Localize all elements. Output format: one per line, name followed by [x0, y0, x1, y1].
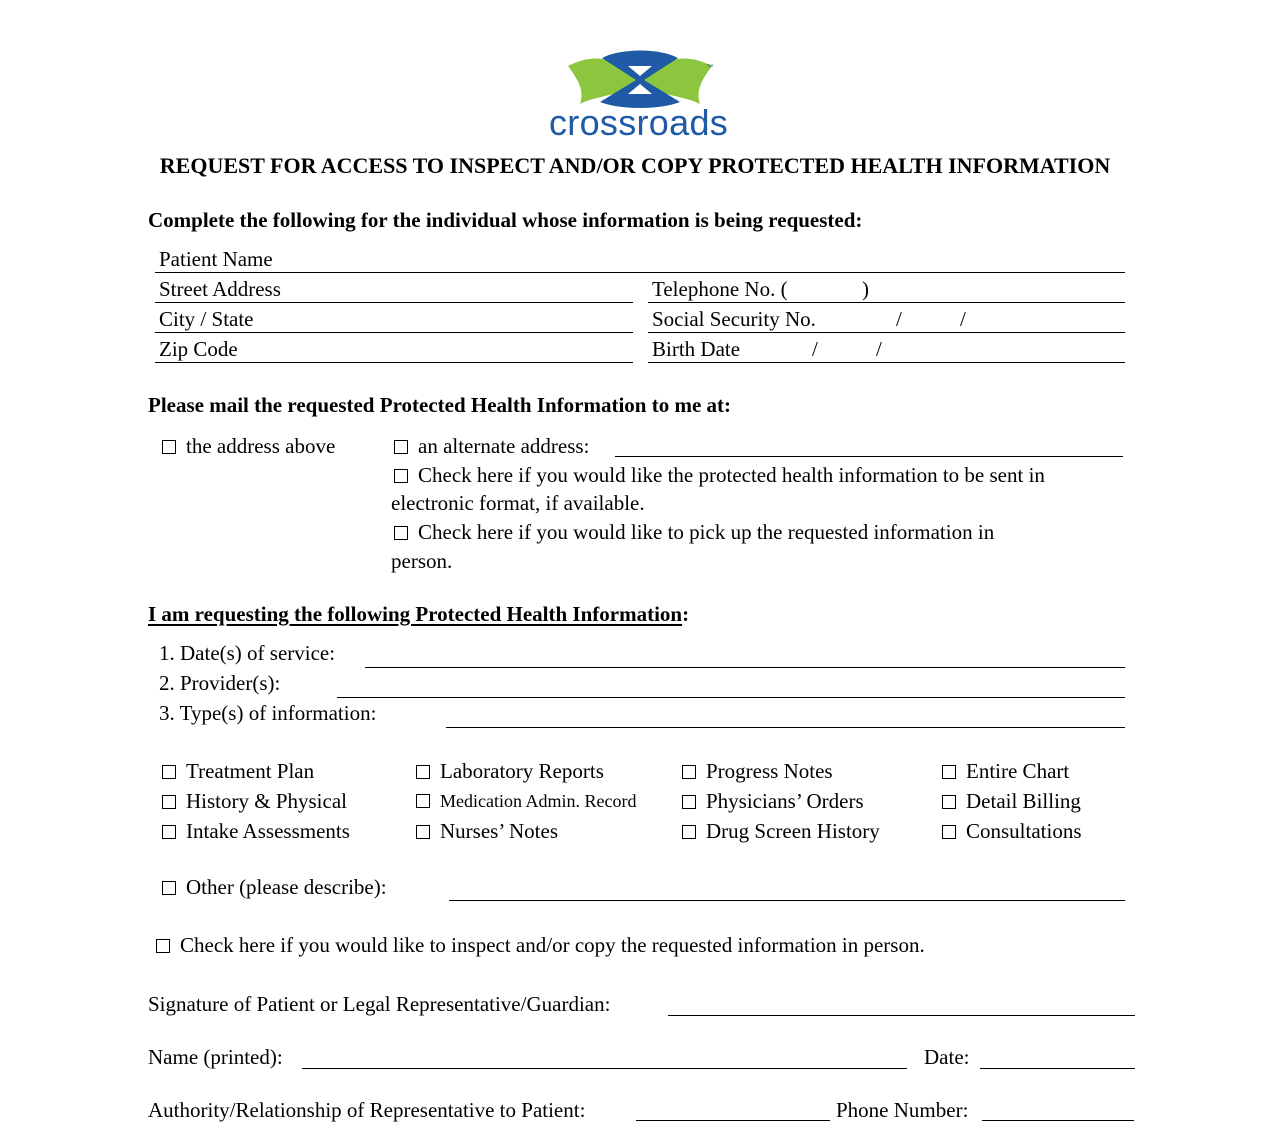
ssn-slash-1: / — [896, 307, 902, 331]
signature-label: Signature of Patient or Legal Representative/Guardian: — [148, 992, 611, 1016]
providers-line[interactable] — [337, 697, 1125, 698]
checkbox[interactable] — [942, 795, 956, 809]
types-line[interactable] — [446, 727, 1125, 728]
other-describe-line[interactable] — [449, 900, 1125, 901]
checkbox[interactable] — [416, 765, 430, 779]
check-laboratory-reports[interactable]: Laboratory Reports — [416, 759, 604, 783]
check-treatment-plan[interactable]: Treatment Plan — [162, 759, 314, 783]
telephone-paren-close: ) — [862, 277, 869, 301]
types-label: 3. Type(s) of information: — [159, 701, 377, 725]
ssn-line[interactable] — [648, 332, 1125, 333]
logo-tm: ™ — [706, 64, 713, 71]
ssn-label: Social Security No. — [652, 307, 816, 331]
checkbox[interactable] — [394, 440, 408, 454]
check-detail-billing[interactable]: Detail Billing — [942, 789, 1081, 813]
checkbox[interactable] — [156, 939, 170, 953]
check-progress-notes[interactable]: Progress Notes — [682, 759, 833, 783]
option-pickup[interactable]: Check here if you would like to pick up the requested information in — [394, 520, 994, 544]
telephone-line[interactable] — [648, 302, 1125, 303]
dates-of-service-label: 1. Date(s) of service: — [159, 641, 336, 665]
check-consultations[interactable]: Consultations — [942, 819, 1082, 843]
check-drug-screen-history[interactable]: Drug Screen History — [682, 819, 880, 843]
phone-number-label: Phone Number: — [836, 1098, 969, 1122]
option-address-above[interactable]: the address above — [162, 434, 335, 458]
checkbox[interactable] — [942, 765, 956, 779]
crossroads-logo — [540, 44, 740, 144]
providers-label: 2. Provider(s): — [159, 671, 281, 695]
check-history-physical[interactable]: History & Physical — [162, 789, 347, 813]
option-alternate-address[interactable]: an alternate address: — [394, 434, 589, 458]
checkbox[interactable] — [416, 794, 430, 808]
zip-line[interactable] — [155, 362, 633, 363]
section2-heading: Please mail the requested Protected Health Information to me at: — [148, 393, 732, 417]
patient-name-label: Patient Name — [159, 247, 273, 271]
checkbox[interactable] — [394, 469, 408, 483]
check-inspect-in-person[interactable]: Check here if you would like to inspect and/or copy the requested information in person. — [156, 933, 925, 957]
phone-number-line[interactable] — [982, 1120, 1134, 1121]
check-intake-assessments[interactable]: Intake Assessments — [162, 819, 350, 843]
patient-name-line[interactable] — [155, 272, 1125, 273]
authority-label: Authority/Relationship of Representative to Patient: — [148, 1098, 586, 1122]
checkbox[interactable] — [682, 765, 696, 779]
section1-heading: Complete the following for the individual whose information is being requested: — [148, 208, 863, 232]
check-entire-chart[interactable]: Entire Chart — [942, 759, 1069, 783]
checkbox[interactable] — [162, 825, 176, 839]
check-physicians-orders[interactable]: Physicians’ Orders — [682, 789, 864, 813]
birth-date-label: Birth Date — [652, 337, 741, 361]
check-medication-admin-record[interactable]: Medication Admin. Record — [416, 789, 636, 813]
signature-line[interactable] — [668, 1015, 1135, 1016]
authority-line[interactable] — [636, 1120, 830, 1121]
city-state-label: City / State — [159, 307, 254, 331]
option-pickup-cont: person. — [391, 549, 453, 573]
alternate-address-line[interactable] — [615, 456, 1123, 457]
date-label: Date: — [924, 1045, 970, 1069]
checkbox[interactable] — [162, 795, 176, 809]
option-electronic-cont: electronic format, if available. — [391, 491, 645, 515]
checkbox[interactable] — [682, 825, 696, 839]
birth-date-line[interactable] — [648, 362, 1125, 363]
checkbox[interactable] — [416, 825, 430, 839]
ssn-slash-2: / — [960, 307, 966, 331]
printed-name-label: Name (printed): — [148, 1045, 283, 1069]
street-address-label: Street Address — [159, 277, 281, 301]
street-address-line[interactable] — [155, 302, 633, 303]
checkbox[interactable] — [162, 765, 176, 779]
printed-name-line[interactable] — [302, 1068, 907, 1069]
checkbox[interactable] — [162, 881, 176, 895]
logo-wordmark: crossroads — [549, 102, 729, 143]
checkbox[interactable] — [682, 795, 696, 809]
check-other[interactable]: Other (please describe): — [162, 875, 387, 899]
form-title: REQUEST FOR ACCESS TO INSPECT AND/OR COPY PROTECTED HEALTH INFORMATION — [159, 153, 1111, 178]
dates-of-service-line[interactable] — [365, 667, 1125, 668]
birth-slash-2: / — [876, 337, 882, 361]
option-electronic[interactable]: Check here if you would like the protected health information to be sent in — [394, 463, 1045, 487]
birth-slash-1: / — [812, 337, 818, 361]
checkbox[interactable] — [394, 526, 408, 540]
date-line[interactable] — [980, 1068, 1135, 1069]
telephone-label: Telephone No. ( — [652, 277, 788, 301]
section3-heading: I am requesting the following Protected Health Information: — [148, 602, 690, 626]
zip-label: Zip Code — [159, 337, 238, 361]
checkbox[interactable] — [162, 440, 176, 454]
city-state-line[interactable] — [155, 332, 633, 333]
check-nurses-notes[interactable]: Nurses’ Notes — [416, 819, 558, 843]
checkbox[interactable] — [942, 825, 956, 839]
